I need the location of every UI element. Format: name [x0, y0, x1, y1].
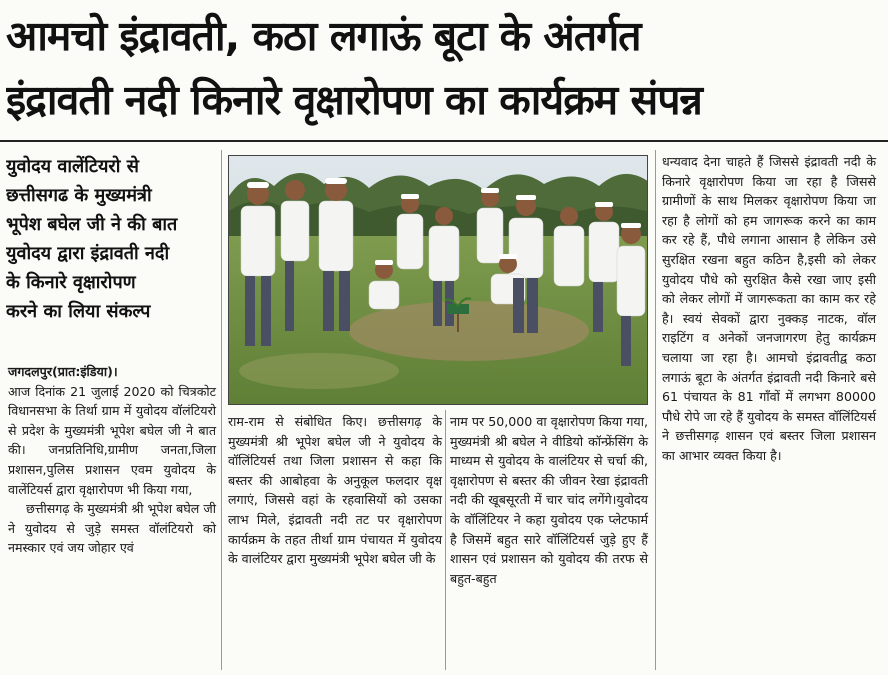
subheadline — [6, 152, 214, 326]
plantation-photo-illustration — [229, 156, 648, 405]
headline-line-1: आमचो इंद्रावती, कठा लगाऊं बूटा के अंतर्गत — [6, 12, 641, 60]
column-divider — [445, 410, 446, 670]
subhead-line: छत्तीसगढ के मुख्यमंत्री — [6, 185, 152, 206]
subhead-line: युवोदय वालेंटियरो से — [6, 156, 139, 177]
paragraph: नाम पर 50,000 वा वृक्षारोपण किया गया, मुख्यमंत्री श्री बघेल ने वीडियो कॉन्फ्रेंसिंग के माध्यम से युवोदय के वालंटियर से चर्चा की, वृक्षारोपण से बस्तर की जीवन रेखा इंद्रावती नदी की खूबसूरती में चार चांद लगेंगे।युवोदय के वॉलिंटियर ने कहा युवोदय एक प्लेटफार्म है जिसमें बहुत सारे वॉलिंटियर्स जुड़े हुए हैं शासन एवं प्रशासन को युवोदय की तरफ से बहुत-बहुत — [450, 414, 648, 586]
news-photo — [228, 155, 648, 405]
headline-line-2: इंद्रावती नदी किनारे वृक्षारोपण का कार्यक्रम संपन्न — [6, 76, 702, 124]
column-divider — [655, 150, 656, 670]
article-column-4 — [662, 152, 876, 466]
paragraph: छत्तीसगढ़ के मुख्यमंत्री श्री भूपेश बघेल जी ने युवोदय से जुड़े समस्त वॉलंटियरो को नमस्कार एवं जय जोहार एवं — [8, 501, 216, 556]
subhead-line: करने का लिया संकल्प — [6, 301, 151, 322]
article-column-3 — [450, 412, 648, 588]
headline — [6, 4, 884, 132]
subhead-line: युवोदय द्वारा इंद्रावती नदी — [6, 243, 170, 264]
subhead-line: भूपेश बघेल जी ने की बात — [6, 214, 178, 235]
subhead-line: के किनारे वृक्षारोपण — [6, 272, 136, 293]
headline-rule — [0, 140, 888, 142]
paragraph: राम-राम से संबोधित किए। छत्तीसगढ़ के मुख्यमंत्री श्री भूपेश बघेल जी ने युवोदय के वॉलिंटियर्स तथा जिला प्रशासन से कहा कि बस्तर की आबोहवा के अनुकूल फलदार वृक्ष लगाएं, जिससे वहां के रहवासियों को उसका लाभ मिले, इंद्रावती नदी तट पर वृक्षारोपण कार्यक्रम के तहत तीर्था ग्राम पंचायत में युवोदय के वालंटियर द्वारा मुख्यमंत्री भूपेश बघेल जी के — [228, 414, 442, 567]
article-column-2 — [228, 412, 442, 569]
paragraph: आज दिनांक 21 जुलाई 2020 को चित्रकोट विधानसभा के तिर्था ग्राम में युवोदय वॉलंटियरो से प्रदेश के मुख्यमंत्री भूपेश बघेल जी ने बात की। जनप्रतिनिधि,ग्रामीण जनता,जिला प्रशासन,पुलिस प्रशासन एवम युवोदय के वालेंटियर्स द्वारा वृक्षारोपण भी किया गया, — [8, 383, 216, 497]
paragraph: धन्यवाद देना चाहते हैं जिससे इंद्रावती नदी के किनारे वृक्षारोपण किया जा रहा है जिससे ग्रामीणों के साथ मिलकर वृक्षारोपण किया जा रहा है लोगों को हम जागरूक करने का काम कर रहे हैं, पौधे लगाना आसान है लेकिन उसे सुरक्षित रखना बहुत कठिन है,इसी को लेकर युवोदय पौधे को सुरक्षित कैसे रखा जाए इसी को लेकर लोगों में जागरूकता का काम कर रहे है। स्वयं सेवकों द्वारा नुक्कड़ नाटक, वॉल राइटिंग व अनेकों जनजागरण हेतु कार्यक्रम चलाया जा रहा है। आमचो इंद्रावतीद्व कठा लगाऊं बूटा के अंतर्गत इंद्रावती नदी किनारे बसे 61 पंचायत के 81 गाँवों में लगभग 80000 पौधे रोपे जा रहे हैं युवोदय के समस्त वॉलिंटियर्स ने छत्तीसगढ़ शासन एवं बस्तर जिला प्रशासन का आभार व्यक्त किया है। — [662, 154, 876, 463]
article-column-1 — [8, 362, 216, 558]
dateline: जगदलपुर(प्रात:इंडिया)। — [8, 364, 118, 379]
column-divider — [221, 150, 222, 670]
